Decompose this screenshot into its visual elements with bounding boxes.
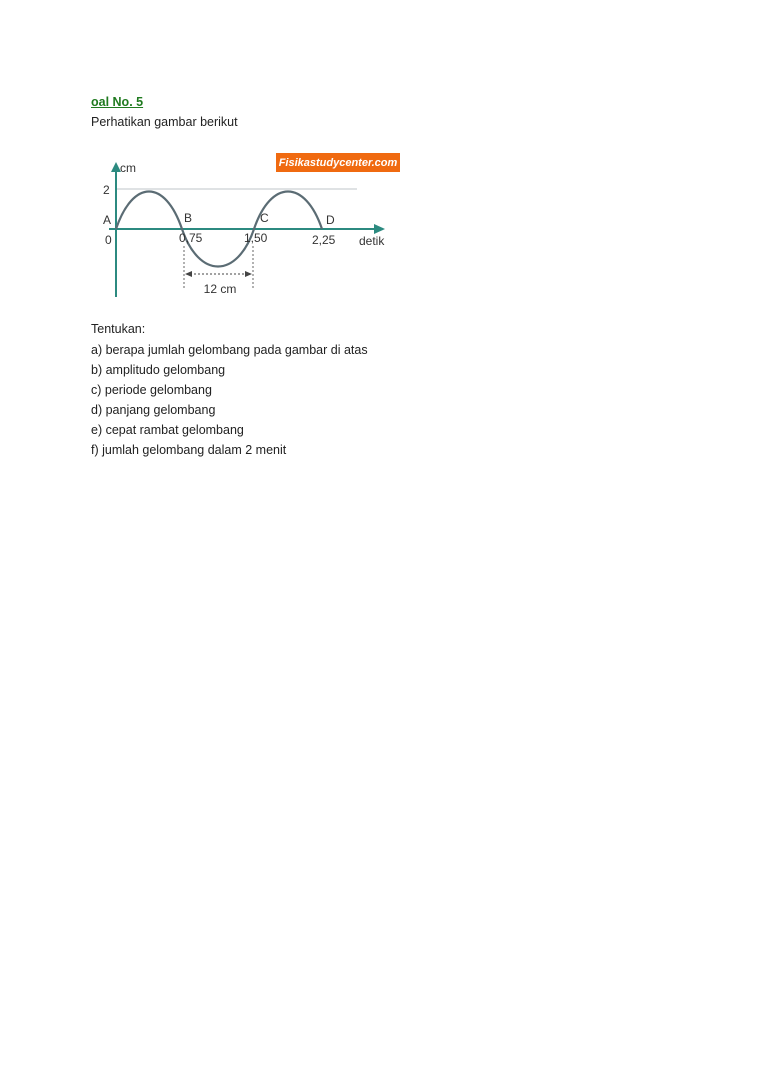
task-item-d: d) panjang gelombang [91, 403, 216, 417]
span-label: 12 cm [203, 282, 237, 296]
span-arrow-right-head [245, 271, 252, 277]
wave-figure [87, 150, 400, 300]
x-axis-unit: detik [359, 234, 385, 248]
y-tick-2: 2 [103, 183, 110, 197]
x-tick-label-d: 2,25 [312, 233, 336, 247]
problem-heading: oal No. 5 [91, 95, 144, 109]
point-b-label: B [184, 211, 193, 225]
task-item-a: a) berapa jumlah gelombang pada gambar di atas [91, 343, 368, 357]
task-title: Tentukan: [91, 322, 146, 336]
y-axis-unit: cm [120, 161, 136, 175]
point-d-label: D [326, 213, 335, 227]
task-item-e: e) cepat rambat gelombang [91, 423, 244, 437]
task-list [91, 341, 368, 461]
span-arrow-left-head [185, 271, 192, 277]
point-c-label: C [260, 211, 269, 225]
x-tick-label-c: 1,50 [244, 231, 268, 245]
x-axis-arrow [374, 224, 385, 234]
wave-diagram [87, 150, 400, 300]
x-tick-label-b: 0,75 [179, 231, 203, 245]
task-item-f: f) jumlah gelombang dalam 2 menit [91, 443, 287, 457]
task-item-c: c) periode gelombang [91, 383, 212, 397]
point-a-label: A [103, 213, 112, 227]
watermark-text: Fisikastudycenter.com [278, 157, 398, 169]
intro-text: Perhatikan gambar berikut [91, 115, 238, 129]
task-item-b: b) amplitudo gelombang [91, 363, 226, 377]
origin-label: 0 [105, 233, 112, 247]
